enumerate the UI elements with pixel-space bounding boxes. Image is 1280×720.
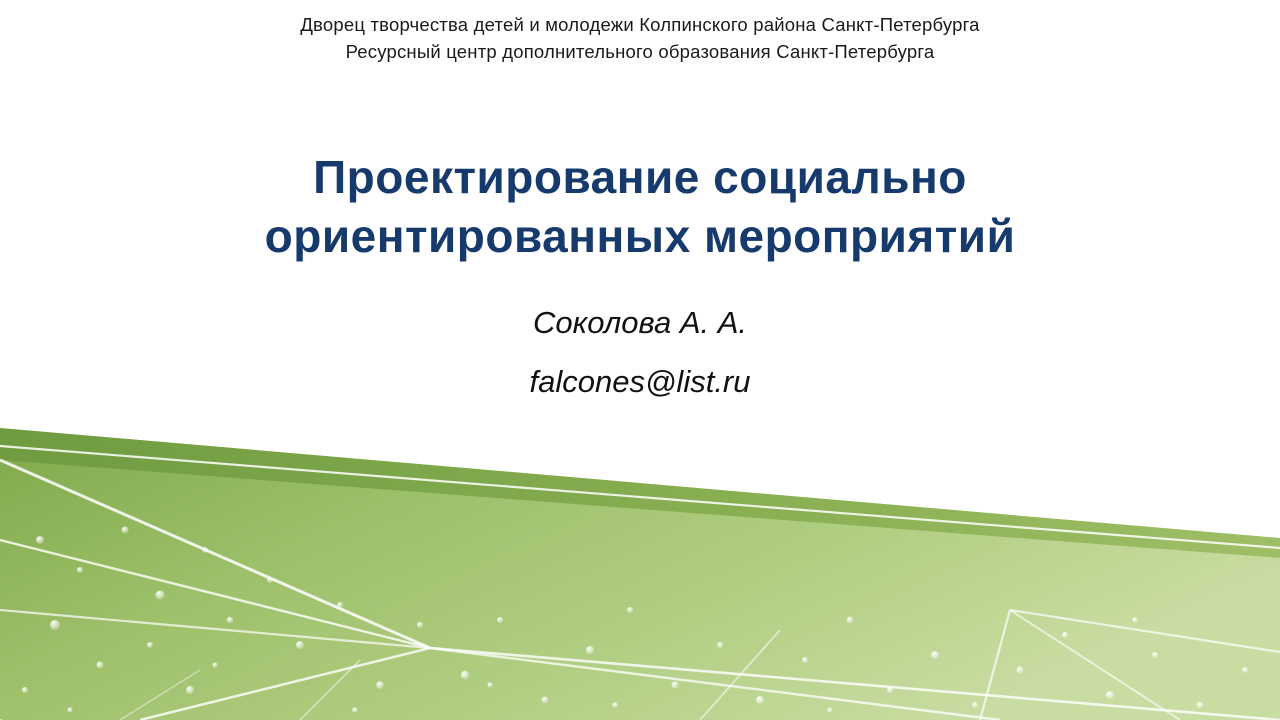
author-name: Соколова А. А. — [532, 305, 748, 340]
organization-line-1: Дворец творчества детей и молодежи Колпинского района Санкт-Петербурга — [300, 14, 980, 35]
leaf-graphic — [0, 420, 1280, 720]
organization-header — [0, 12, 1280, 66]
slide-title-line-2: ориентированных мероприятий — [264, 209, 1016, 262]
organization-line-2: Ресурсный центр дополнительного образования Санкт-Петербурга — [345, 40, 935, 62]
leaf-graphic-svg — [0, 420, 1280, 720]
slide-title-line-1: Проектирование социально — [313, 151, 967, 203]
slide-title — [60, 148, 1220, 266]
author-email: falcones@list.ru — [529, 363, 751, 399]
author-block — [90, 300, 1190, 405]
